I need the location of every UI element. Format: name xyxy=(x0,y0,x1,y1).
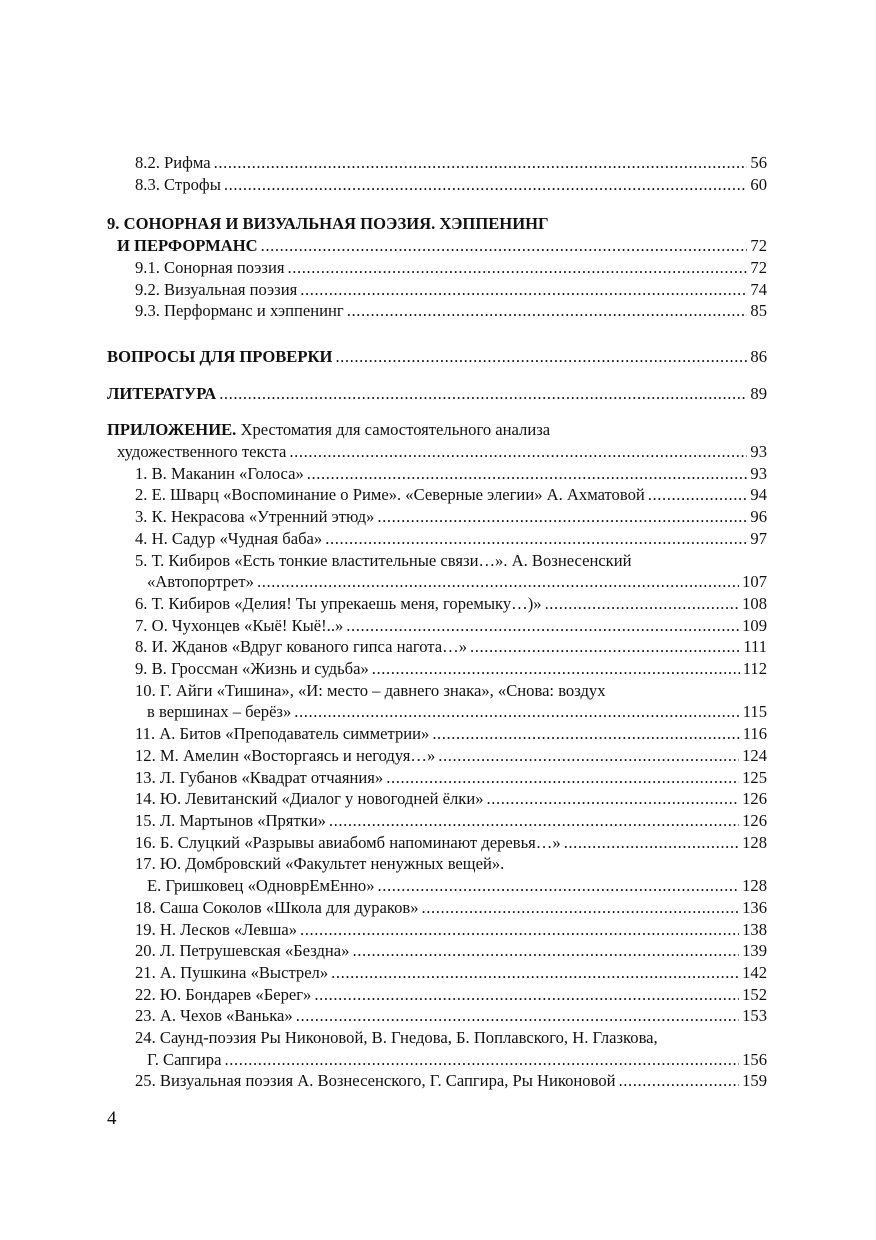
toc-entry-page: 159 xyxy=(742,1071,767,1091)
toc-entry[interactable] xyxy=(107,593,767,615)
dot-leader xyxy=(261,235,748,257)
toc-entry-title-line: 5. Т. Кибиров «Есть тонкие властительные связи…». А. Вознесенский xyxy=(135,550,632,570)
toc-entry-title: 21. А. Пушкина «Выстрел» xyxy=(135,962,329,982)
toc-entry-page: 74 xyxy=(750,279,767,299)
page-number: 4 xyxy=(107,1108,117,1129)
toc-entry-title: 2. Е. Шварц «Воспоминание о Риме». «Северные элегии» А. Ахматовой xyxy=(135,485,645,505)
toc-entry-title: 8. И. Жданов «Вдруг кованого гипса нагота…» xyxy=(135,637,468,657)
toc-entry[interactable] xyxy=(107,1049,767,1071)
toc-entry-title: 9.1. Сонорная поэзия xyxy=(135,257,285,277)
dot-leader xyxy=(648,484,748,506)
toc-entry-page: 94 xyxy=(750,485,767,505)
toc-entry-page: 136 xyxy=(742,897,767,917)
toc-entry-page: 138 xyxy=(742,919,767,939)
toc-entry-title-line: 10. Г. Айги «Тишина», «И: место – давнего знака», «Снова: воздух xyxy=(135,680,606,700)
toc-entry-page: 97 xyxy=(750,528,767,548)
dot-leader xyxy=(545,593,740,615)
toc-entry-page: 96 xyxy=(750,507,767,527)
dot-leader xyxy=(352,940,739,962)
toc-entry-page: 72 xyxy=(750,257,767,277)
toc-entry-title: 1. В. Маканин «Голоса» xyxy=(135,463,304,483)
toc-entry-page: 89 xyxy=(750,383,767,403)
toc-entry[interactable] xyxy=(107,701,767,723)
dot-leader xyxy=(487,788,740,810)
toc-entry-title: 3. К. Некрасова «Утренний этюд» xyxy=(135,507,375,527)
toc-entry-title-line: 24. Саунд-поэзия Ры Никоновой, В. Гнедова, Б. Поплавского, Н. Глазкова, xyxy=(135,1028,658,1048)
toc-entry[interactable] xyxy=(107,810,767,832)
toc-entry-page: 93 xyxy=(750,442,767,462)
dot-leader xyxy=(564,832,739,854)
appendix-label: ПРИЛОЖЕНИЕ. xyxy=(107,420,237,440)
dot-leader xyxy=(335,346,747,368)
toc-entry-title: в вершинах – берёз» xyxy=(147,702,292,722)
table-of-contents xyxy=(107,152,767,1092)
dot-leader xyxy=(372,658,740,680)
appendix-subtitle: Хрестоматия для самостоятельного анализа xyxy=(236,420,551,440)
appendix-heading xyxy=(107,419,767,441)
dot-leader xyxy=(377,506,747,528)
toc-entry-title: «Автопортрет» xyxy=(147,572,254,592)
chapter-heading-cont: И ПЕРФОРМАНС xyxy=(117,236,258,256)
toc-entry[interactable] xyxy=(107,615,767,637)
toc-entry[interactable] xyxy=(107,832,767,854)
toc-entry-page: 108 xyxy=(742,593,767,613)
toc-entry-page: 86 xyxy=(750,346,767,366)
toc-entry-page: 142 xyxy=(742,962,767,982)
toc-entry-title: Г. Сапгира xyxy=(147,1049,222,1069)
toc-entry-page: 112 xyxy=(742,659,767,679)
toc-entry-page: 116 xyxy=(742,724,767,744)
toc-entry-title: 9.3. Перформанс и хэппенинг xyxy=(135,301,344,321)
toc-entry-page: 93 xyxy=(750,463,767,483)
toc-entry-page: 156 xyxy=(742,1049,767,1069)
toc-entry-page: 128 xyxy=(742,832,767,852)
toc-entry[interactable] xyxy=(107,1005,767,1027)
toc-entry[interactable] xyxy=(107,235,767,257)
toc-entry[interactable] xyxy=(107,636,767,658)
toc-entry-title: 23. А. Чехов «Ванька» xyxy=(135,1006,293,1026)
chapter-heading: 9. СОНОРНАЯ И ВИЗУАЛЬНАЯ ПОЭЗИЯ. ХЭППЕНИНГ xyxy=(107,214,549,234)
toc-entry[interactable] xyxy=(107,658,767,680)
toc-entry-page: 115 xyxy=(742,702,767,722)
toc-entry[interactable] xyxy=(107,257,767,279)
toc-entry-title: 16. Б. Слуцкий «Разрывы авиабомб напоминают деревья…» xyxy=(135,832,561,852)
dot-leader xyxy=(325,528,747,550)
toc-entry[interactable] xyxy=(107,745,767,767)
toc-entry[interactable] xyxy=(107,174,767,196)
toc-entry-title: 22. Ю. Бондарев «Берег» xyxy=(135,984,312,1004)
toc-entry-title: 4. Н. Садур «Чудная баба» xyxy=(135,528,323,548)
dot-leader xyxy=(224,174,748,196)
toc-entry[interactable] xyxy=(107,279,767,301)
toc-entry[interactable] xyxy=(107,962,767,984)
toc-entry-title: 25. Визуальная поэзия А. Вознесенского, Г. Сапгира, Ры Никоновой xyxy=(135,1071,616,1091)
toc-entry-title: 6. Т. Кибиров «Делия! Ты упрекаешь меня, горемыку…)» xyxy=(135,593,542,613)
dot-leader xyxy=(378,875,740,897)
dot-leader xyxy=(296,1005,739,1027)
dot-leader xyxy=(347,300,748,322)
dot-leader xyxy=(619,1070,740,1092)
dot-leader xyxy=(422,897,740,919)
toc-entry-title: художественного текста xyxy=(117,442,287,462)
dot-leader xyxy=(386,767,739,789)
dot-leader xyxy=(331,962,739,984)
appendix-list xyxy=(107,463,767,1092)
toc-entry-title: 19. Н. Лесков «Левша» xyxy=(135,919,298,939)
toc-entry-page: 126 xyxy=(742,789,767,809)
toc-entry[interactable] xyxy=(107,571,767,593)
toc-entry[interactable] xyxy=(107,919,767,941)
dot-leader xyxy=(224,1049,739,1071)
toc-entry-title: 9.2. Визуальная поэзия xyxy=(135,279,298,299)
dot-leader xyxy=(329,810,739,832)
dot-leader xyxy=(438,745,739,767)
toc-entry[interactable] xyxy=(107,441,767,463)
dot-leader xyxy=(214,152,748,174)
toc-entry-title: 8.3. Строфы xyxy=(135,174,221,194)
dot-leader xyxy=(300,919,739,941)
toc-entry-page: 109 xyxy=(742,615,767,635)
toc-entry[interactable] xyxy=(107,767,767,789)
dot-leader xyxy=(289,441,747,463)
toc-entry-page: 85 xyxy=(750,301,767,321)
toc-entry[interactable] xyxy=(107,528,767,550)
toc-entry[interactable] xyxy=(107,984,767,1006)
toc-entry[interactable] xyxy=(107,383,767,405)
section-heading: ЛИТЕРАТУРА xyxy=(107,383,217,403)
dot-leader xyxy=(432,723,739,745)
toc-entry-title: 13. Л. Губанов «Квадрат отчаяния» xyxy=(135,767,384,787)
toc-entry[interactable] xyxy=(107,463,767,485)
toc-entry-page: 107 xyxy=(742,572,767,592)
toc-entry-title: 11. А. Битов «Преподаватель симметрии» xyxy=(135,724,430,744)
toc-entry-page: 126 xyxy=(742,810,767,830)
toc-entry-page: 60 xyxy=(750,174,767,194)
dot-leader xyxy=(257,571,739,593)
toc-entry-page: 56 xyxy=(750,153,767,172)
toc-entry-title: 8.2. Рифма xyxy=(135,153,211,172)
toc-entry[interactable] xyxy=(107,346,767,368)
section-heading: ВОПРОСЫ ДЛЯ ПРОВЕРКИ xyxy=(107,346,333,366)
toc-entry-title: 7. О. Чухонцев «Кыё! Кыё!..» xyxy=(135,615,344,635)
dot-leader xyxy=(314,984,739,1006)
toc-entry-title: 12. М. Амелин «Восторгаясь и негодуя…» xyxy=(135,745,436,765)
dot-leader xyxy=(307,463,748,485)
toc-entry[interactable] xyxy=(107,875,767,897)
toc-entry-title: 18. Саша Соколов «Школа для дураков» xyxy=(135,897,419,917)
toc-entry[interactable] xyxy=(107,1070,767,1092)
dot-leader xyxy=(219,383,747,405)
toc-entry[interactable] xyxy=(107,484,767,506)
toc-entry-page: 125 xyxy=(742,767,767,787)
toc-entry-page: 111 xyxy=(743,637,767,657)
dot-leader xyxy=(300,279,747,301)
dot-leader xyxy=(287,257,747,279)
dot-leader xyxy=(346,615,739,637)
toc-entry-title-line: 17. Ю. Домбровский «Факультет ненужных вещей». xyxy=(135,854,505,874)
toc-entry[interactable] xyxy=(107,152,767,174)
dot-leader xyxy=(294,701,739,723)
toc-entry-title: 14. Ю. Левитанский «Диалог у новогодней ёлки» xyxy=(135,789,484,809)
toc-entry-page: 128 xyxy=(742,876,767,896)
dot-leader xyxy=(470,636,740,658)
toc-entry-page: 72 xyxy=(750,236,767,256)
toc-entry-page: 153 xyxy=(742,1006,767,1026)
toc-entry[interactable] xyxy=(107,897,767,919)
toc-entry-title: 20. Л. Петрушевская «Бездна» xyxy=(135,941,350,961)
toc-entry[interactable] xyxy=(107,300,767,322)
toc-entry-title: 15. Л. Мартынов «Прятки» xyxy=(135,810,326,830)
toc-entry-page: 124 xyxy=(742,745,767,765)
toc-entry[interactable] xyxy=(107,788,767,810)
toc-entry[interactable] xyxy=(107,723,767,745)
toc-entry-title: 9. В. Гроссман «Жизнь и судьба» xyxy=(135,659,369,679)
toc-entry-page: 139 xyxy=(742,941,767,961)
toc-entry[interactable] xyxy=(107,940,767,962)
toc-entry[interactable] xyxy=(107,506,767,528)
toc-entry-page: 152 xyxy=(742,984,767,1004)
toc-entry-title: Е. Гришковец «ОдноврЕмЕнно» xyxy=(147,876,375,896)
